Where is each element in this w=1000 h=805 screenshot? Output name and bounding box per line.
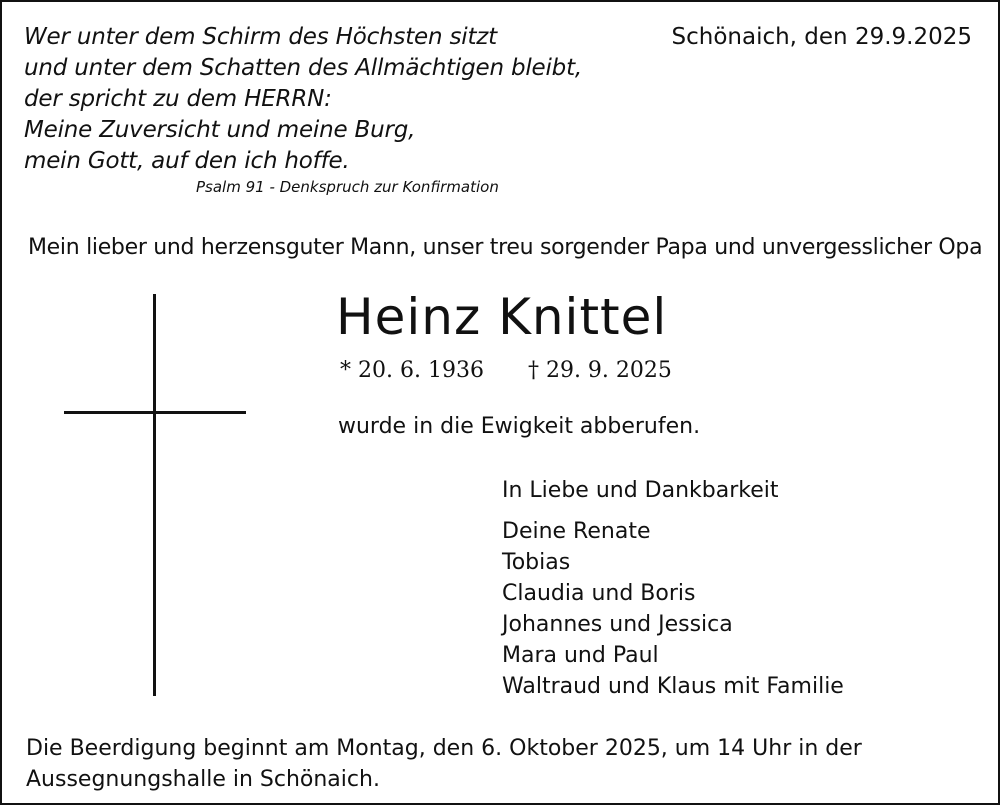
- verse-line: und unter dem Schatten des Allmächtigen bleibt,: [24, 55, 582, 81]
- verse-line: Meine Zuversicht und meine Burg,: [24, 117, 416, 143]
- death-date: † 29. 9. 2025: [527, 358, 672, 383]
- funeral-line: Aussegnungshalle in Schönaich.: [26, 767, 380, 792]
- verse-line: mein Gott, auf den ich hoffe.: [24, 148, 350, 174]
- mourner-name: Johannes und Jessica: [502, 612, 733, 637]
- cross-icon: [64, 294, 246, 696]
- funeral-line: Die Beerdigung beginnt am Montag, den 6. Oktober 2025, um 14 Uhr in der: [26, 736, 862, 761]
- announcement-text: wurde in die Ewigkeit abberufen.: [338, 414, 701, 439]
- mourner-name: Tobias: [502, 550, 571, 575]
- mourner-name: Waltraud und Klaus mit Familie: [502, 674, 844, 699]
- mourner-name: Mara und Paul: [502, 643, 659, 668]
- intro-text: Mein lieber und herzensguter Mann, unser treu sorgender Papa und unvergesslicher Opa: [28, 235, 983, 260]
- verse-source: Psalm 91 - Denkspruch zur Konfirmation: [196, 178, 499, 196]
- mourner-name: Deine Renate: [502, 519, 651, 544]
- mourners-list: [502, 516, 844, 702]
- place-date: Schönaich, den 29.9.2025: [671, 24, 972, 50]
- bible-verse: [24, 22, 582, 177]
- birth-date: * 20. 6. 1936: [340, 358, 484, 383]
- deceased-name: Heinz Knittel: [336, 288, 668, 346]
- cross-vertical-bar: [153, 294, 156, 696]
- mourner-name: Claudia und Boris: [502, 581, 696, 606]
- life-dates: [340, 358, 672, 383]
- verse-line: Wer unter dem Schirm des Höchsten sitzt: [24, 24, 497, 50]
- verse-line: der spricht zu dem HERRN:: [24, 86, 332, 112]
- funeral-info: [26, 733, 862, 795]
- cross-horizontal-bar: [64, 411, 246, 414]
- mourners-heading: In Liebe und Dankbarkeit: [502, 478, 779, 503]
